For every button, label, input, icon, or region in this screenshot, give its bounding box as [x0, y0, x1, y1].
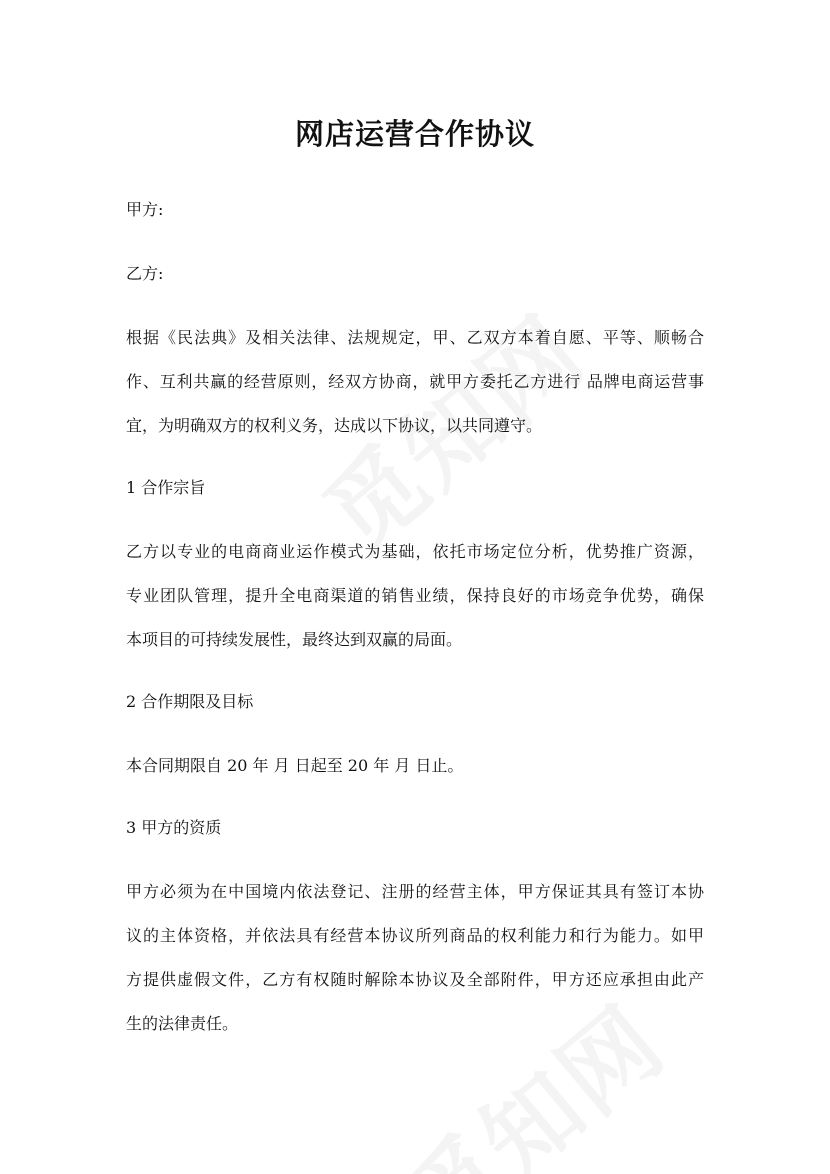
section-line: 本项目的可持续发展性，最终达到双赢的局面。	[126, 630, 463, 649]
section-line: 甲方必须为在中国境内依法登记、注册的经营主体，甲方保证其具有签订本协	[126, 882, 704, 901]
intro-line: 根据《民法典》及相关法律、法规规定，甲、乙双方本着自愿、平等、顺畅合	[126, 328, 704, 347]
section-heading: 2 合作期限及目标	[126, 692, 254, 711]
section-heading: 1 合作宗旨	[126, 478, 206, 497]
party-b-label: 乙方:	[126, 264, 164, 283]
section-line: 本合同期限自 20 年 月 日起至 20 年 月 日止。	[126, 756, 464, 775]
watermark	[371, 970, 689, 1174]
section-line: 议的主体资格，并依法具有经营本协议所列商品的权利能力和行为能力。如甲	[126, 926, 704, 945]
intro-line: 宜，为明确双方的权利义务，达成以下协议，以共同遵守。	[126, 416, 543, 435]
section-line: 乙方以专业的电商商业运作模式为基础，依托市场定位分析，优势推广资源，	[126, 542, 704, 561]
intro-line: 作、互利共赢的经营原则，经双方协商，就甲方委托乙方进行 品牌电商运营事	[126, 372, 704, 391]
document-title: 网店运营合作协议	[294, 117, 535, 151]
section-heading: 3 甲方的资质	[126, 818, 222, 837]
section-line: 专业团队管理，提升全电商渠道的销售业绩，保持良好的市场竞争优势，确保	[126, 586, 704, 605]
section-line: 生的法律责任。	[126, 1014, 239, 1033]
section-line: 方提供虚假文件，乙方有权随时解除本协议及全部附件，甲方还应承担由此产	[126, 970, 704, 989]
party-a-label: 甲方:	[126, 200, 164, 219]
